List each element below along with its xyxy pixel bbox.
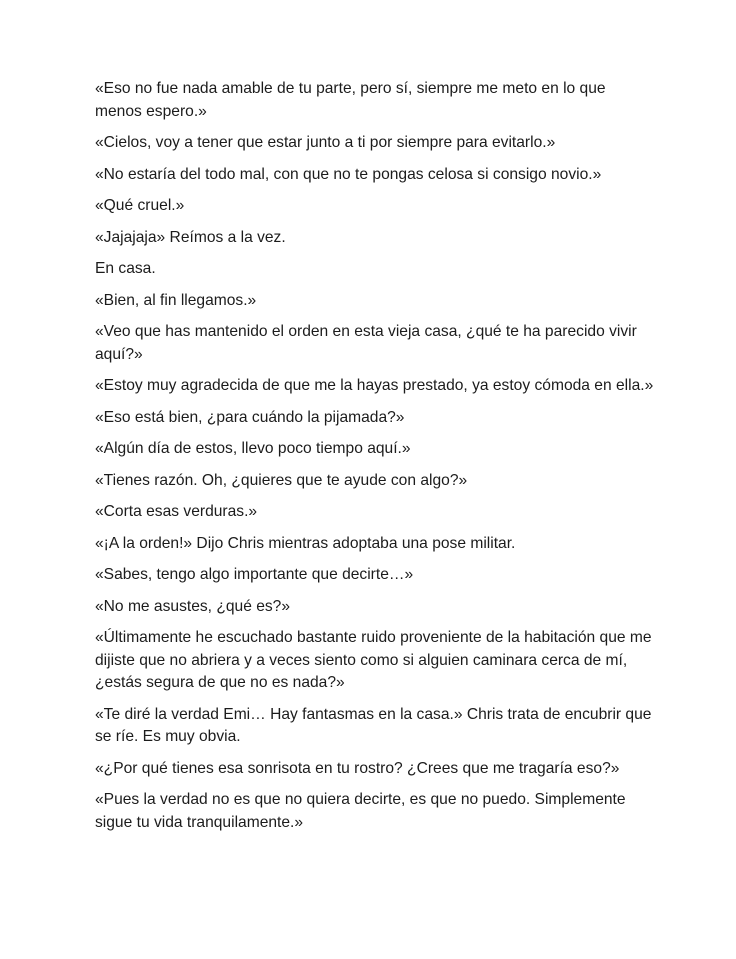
paragraph: «Te diré la verdad Emi… Hay fantasmas en la casa.» Chris trata de encubrir que se ríe. Es muy obvia. (95, 705, 652, 745)
paragraph: «Qué cruel.» (95, 197, 185, 214)
paragraph: «Tienes razón. Oh, ¿quieres que te ayude con algo?» (95, 471, 468, 489)
paragraph: En casa. (95, 260, 156, 277)
document-body (95, 78, 655, 843)
paragraph: «No estaría del todo mal, con que no te pongas celosa si consigo novio.» (95, 165, 602, 183)
paragraph: «Últimamente he escuchado bastante ruido proveniente de la habitación que me dijiste que no abriera y a veces siento como si alguien caminara cerca de mí, ¿estás segura de que no es nada?» (95, 629, 652, 691)
paragraph: «No me asustes, ¿qué es?» (95, 597, 291, 615)
paragraph: «Veo que has mantenido el orden en esta vieja casa, ¿qué te ha parecido vivir aquí?» (95, 323, 637, 363)
paragraph: «Jajajaja» Reímos a la vez. (95, 228, 286, 246)
paragraph: «Cielos, voy a tener que estar junto a ti por siempre para evitarlo.» (95, 134, 556, 151)
paragraph: «Pues la verdad no es que no quiera decirte, es que no puedo. Simplemente sigue tu vida tranquilamente.» (95, 791, 626, 831)
paragraph: «Corta esas verduras.» (95, 503, 258, 520)
paragraph: «Sabes, tengo algo importante que decirte…» (95, 566, 414, 583)
paragraph: «¡A la orden!» Dijo Chris mientras adoptaba una pose militar. (95, 534, 516, 552)
paragraph: «¿Por qué tienes esa sonrisota en tu rostro? ¿Crees que me tragaría eso?» (95, 759, 620, 777)
paragraph: «Bien, al fin llegamos.» (95, 291, 257, 309)
paragraph: «Eso no fue nada amable de tu parte, pero sí, siempre me meto en lo que menos espero.» (95, 80, 606, 120)
paragraph: «Eso está bien, ¿para cuándo la pijamada?» (95, 408, 405, 426)
paragraph: «Algún día de estos, llevo poco tiempo aquí.» (95, 440, 411, 457)
paragraph: «Estoy muy agradecida de que me la hayas prestado, ya estoy cómoda en ella.» (95, 377, 654, 394)
